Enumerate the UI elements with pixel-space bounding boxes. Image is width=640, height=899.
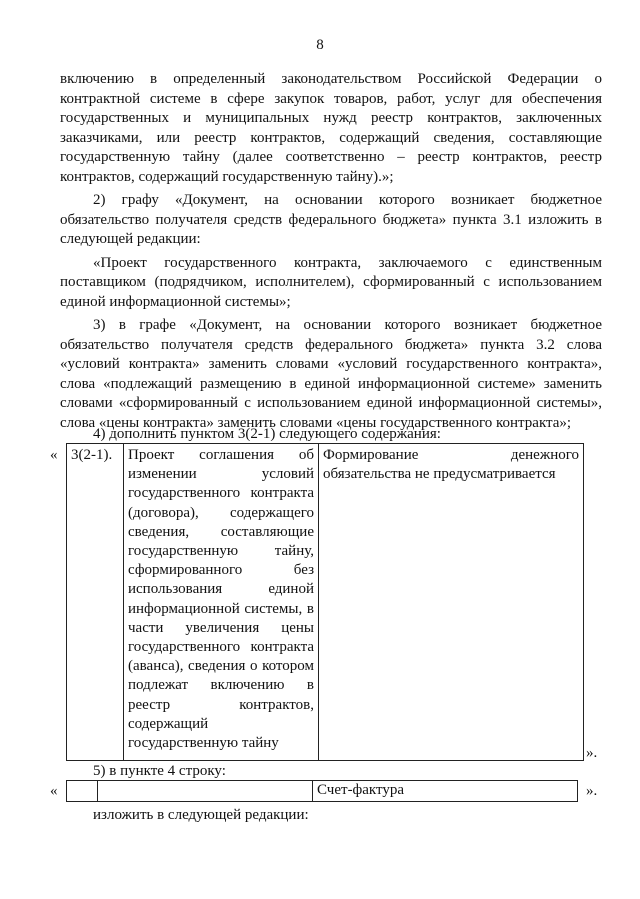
row-table-item-4	[66, 780, 578, 802]
table-row	[67, 444, 584, 761]
table1-close-quote: ».	[586, 745, 598, 761]
paragraph-set-wording: изложить в следующей редакции:	[93, 807, 309, 823]
table2-close-quote: ».	[586, 783, 598, 799]
table1-open-quote: «	[50, 447, 58, 463]
paragraph-continuation: включению в определенный законодательством Российской Федерации о контрактной системе в сфере закупок товаров, работ, услуг для обеспечения государственных и муниципальных нужд реестр контрактов, заключенных заказчиками, или реестр контрактов, содержащий сведения, составляющие государственную тайну (далее соответственно – реестр контрактов, реестр контрактов, содержащий государственную тайну).»;	[60, 71, 602, 185]
table-row	[67, 781, 578, 802]
paragraph-item-4: 4) дополнить пунктом 3(2-1) следующего содержания:	[93, 426, 441, 442]
table1-number-cell: 3(2-1).	[67, 444, 124, 761]
paragraph-item-3: 3) в графе «Документ, на основании которого возникает бюджетное обязательство получателя средств федерального бюджета» пункта 3.2 слова «условий контракта» заменить словами «условий государственного контракта», слова «подлежащий размещению в единой информационной системе» заменить словами «сформированный с использованием единой информационной системы», слова «цены контракта» заменить словами «цены государственного контракта»;	[60, 317, 602, 431]
paragraph-quote-project: «Проект государственного контракта, заключаемого с единственным поставщиком (подрядчиком, исполнителем), сформированный с использованием единой информационной системы»;	[60, 254, 602, 310]
table2-cell-invoice: Счет-фактура	[313, 781, 578, 802]
table2-open-quote: «	[50, 783, 58, 799]
table1-note-cell: Формирование денежного обязательства не предусматривается	[319, 444, 584, 761]
insert-table-3-2-1	[66, 443, 584, 761]
paragraph-item-5: 5) в пункте 4 строку:	[93, 763, 226, 779]
table1-document-cell: Проект соглашения об изменении условий государственного контракта (договора), содержащего сведения, составляющие государственную тайну, сформированного без использования единой информационной системы, в части увеличения цены государственного контракта (аванса), сведения о котором подлежат включению в реестр контрактов, содержащий государственную тайну	[124, 444, 319, 761]
table2-cell-2	[98, 781, 313, 802]
document-body	[60, 70, 602, 433]
page-number: 8	[316, 37, 324, 53]
table2-cell-1	[67, 781, 98, 802]
paragraph-item-2: 2) графу «Документ, на основании которого возникает бюджетное обязательство получателя средств федерального бюджета» пункта 3.1 изложить в следующей редакции:	[60, 192, 602, 247]
